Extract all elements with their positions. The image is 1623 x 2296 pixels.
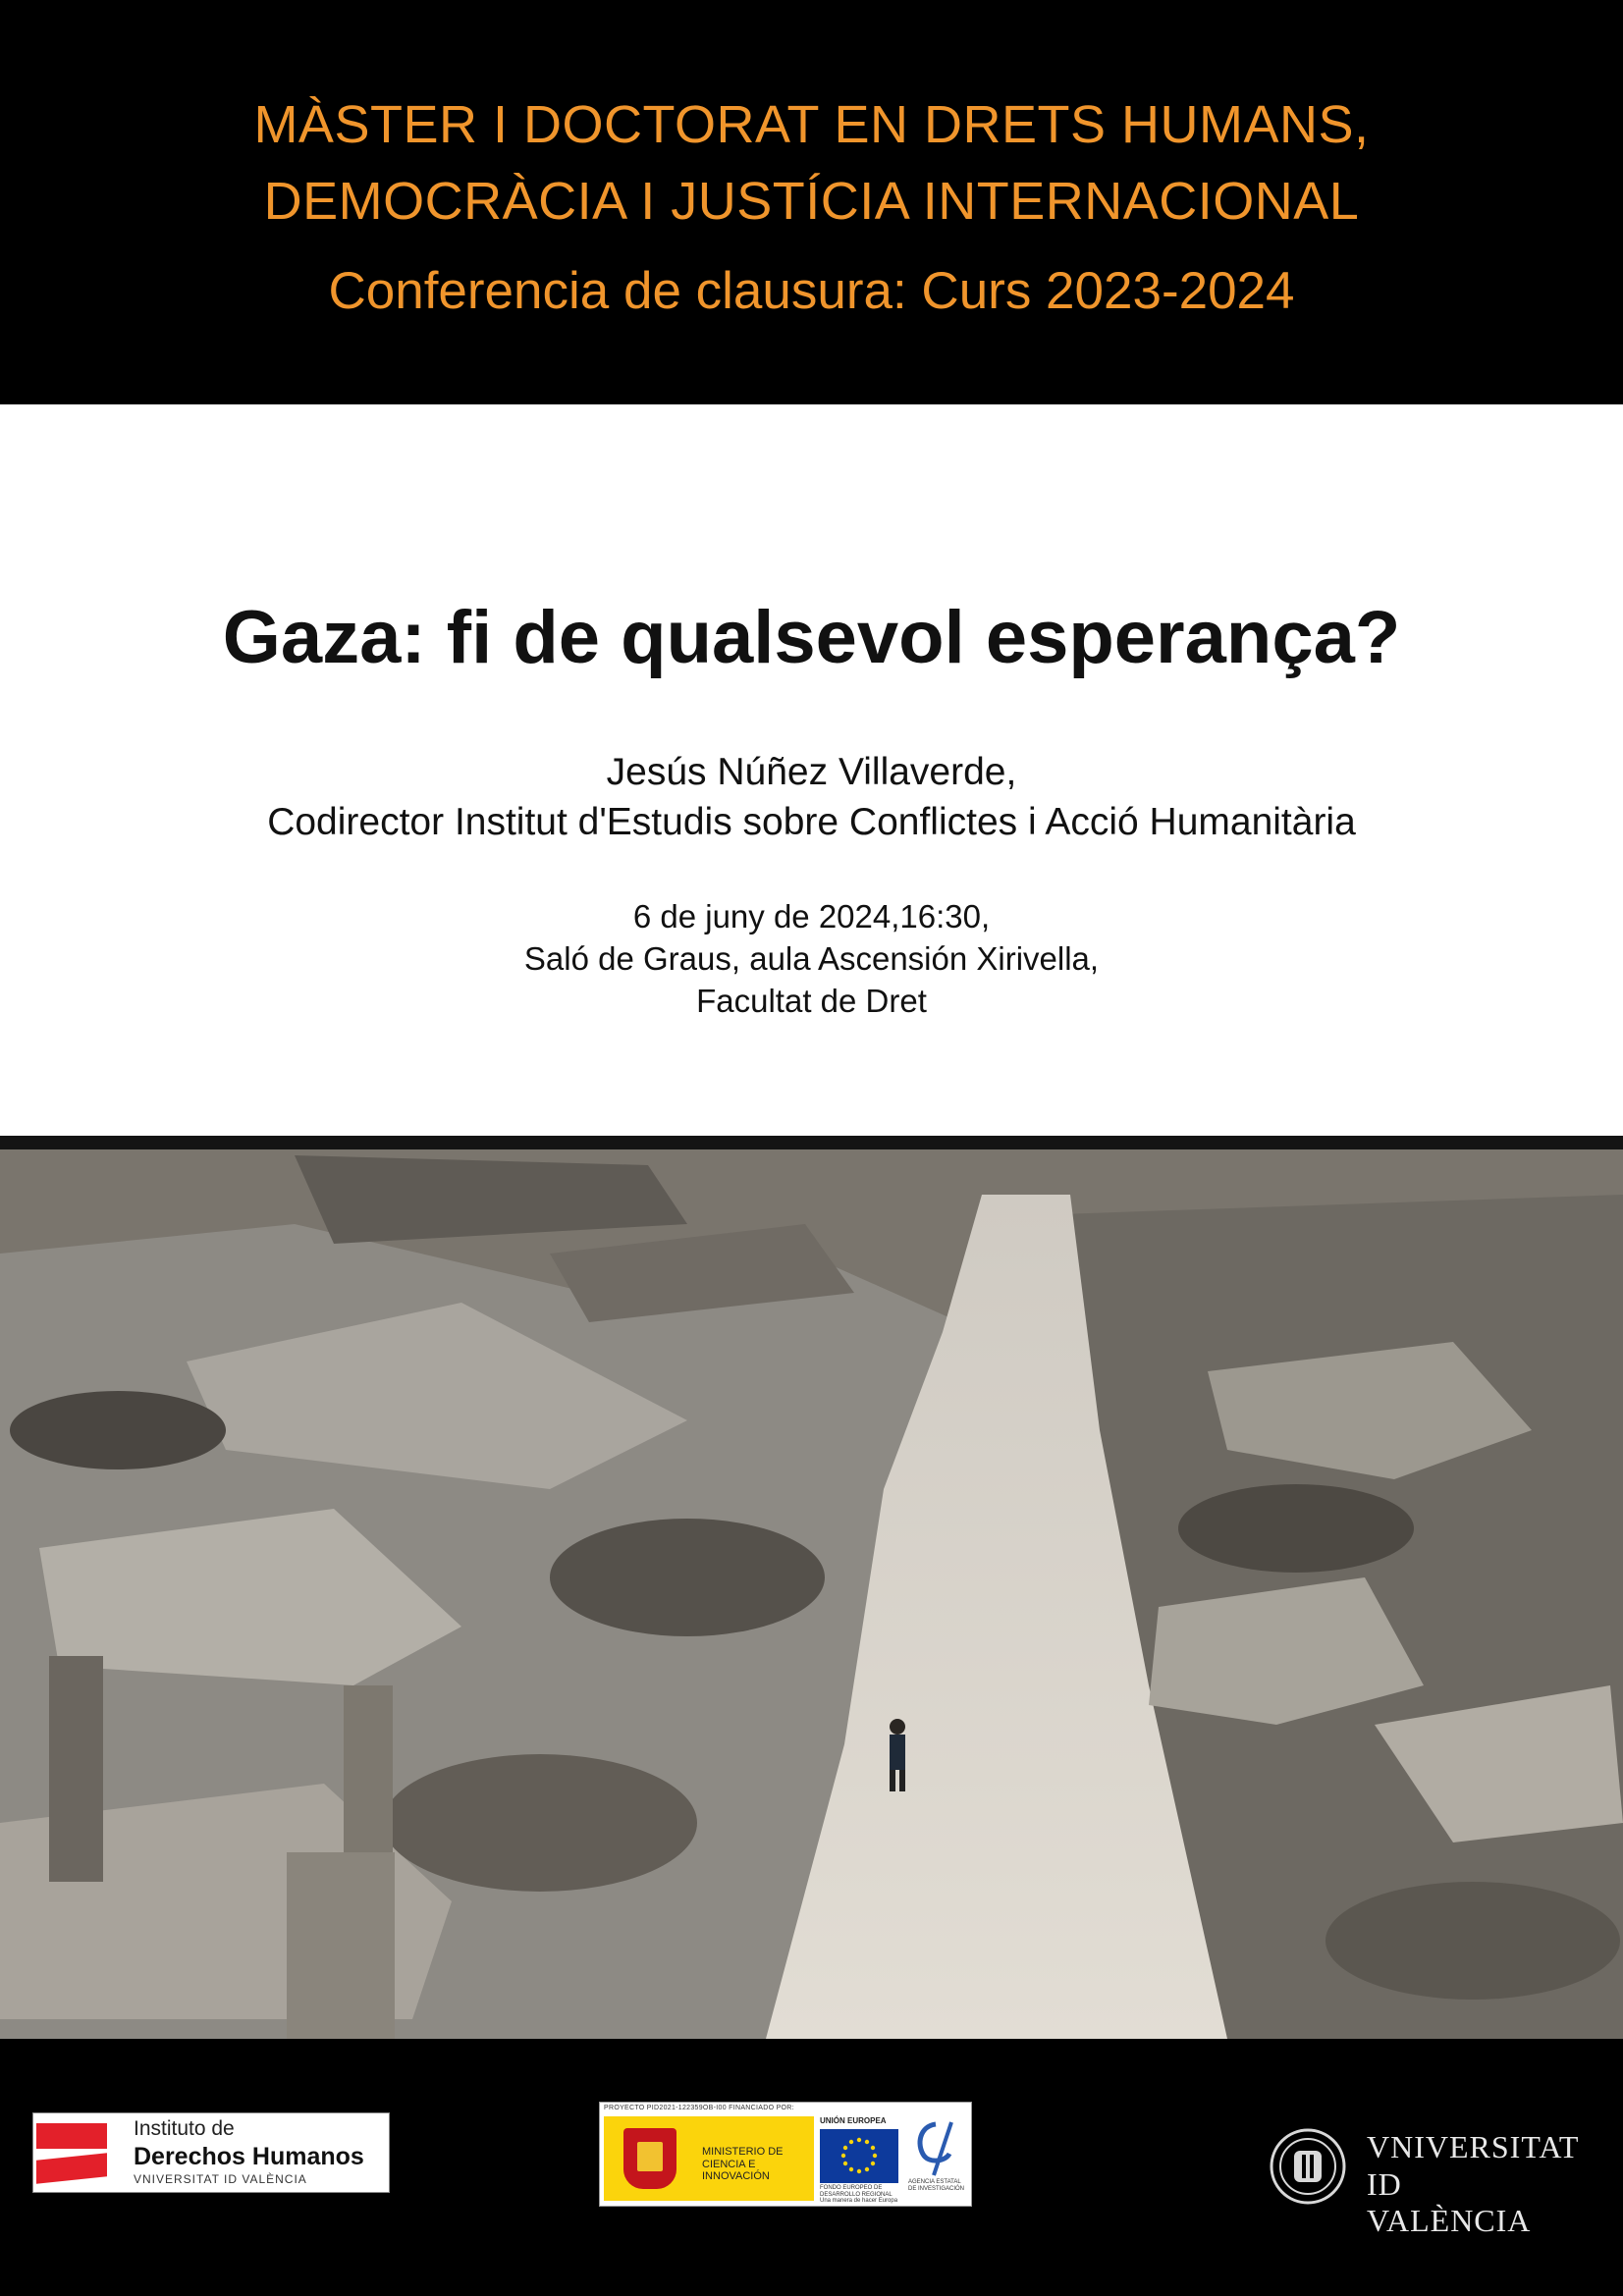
idh-red-bar-icon [36, 2153, 107, 2184]
ministry-name: MINISTERIO DE CIENCIA E INNOVACIÓN [702, 2146, 784, 2183]
header-band [0, 0, 1623, 404]
eu-fund: FONDO EUROPEO DE DESARROLLO REGIONAL [820, 2185, 893, 2198]
funding-logos [599, 2102, 972, 2207]
footer-band [0, 2039, 1623, 2296]
speaker-role: Codirector Institut d'Estudis sobre Conflictes i Acció Humanitària [267, 801, 1356, 843]
university-seal-icon [1269, 2127, 1347, 2206]
agency-name: AGENCIA ESTATAL DE INVESTIGACIÓN [908, 2179, 965, 2192]
eu-flag-icon [820, 2129, 898, 2183]
project-note: PROYECTO PID2021-122359OB-I00 FINANCIADO POR: [604, 2105, 794, 2111]
spain-coat-of-arms-icon [623, 2128, 676, 2189]
program-title-line-2: DEMOCRÀCIA I JUSTÍCIA INTERNACIONAL [263, 172, 1360, 231]
conference-subtitle: Conferencia de clausura: Curs 2023-2024 [328, 262, 1295, 320]
idh-line-2: Derechos Humanos [134, 2143, 364, 2170]
idh-line-1: Instituto de [134, 2117, 235, 2140]
idh-logo [32, 2112, 390, 2193]
uv-logo [1265, 2127, 1580, 2238]
talk-title: Gaza: fi de qualsevol esperança? [222, 596, 1401, 679]
rubble-photo [0, 1136, 1623, 2039]
speaker-name: Jesús Núñez Villaverde, [606, 751, 1017, 793]
eu-motto: Una manera de hacer Europa [820, 2198, 898, 2205]
program-title-line-1: MÀSTER I DOCTORAT EN DRETS HUMANS, [253, 95, 1370, 154]
eu-label: UNIÓN EUROPEA [820, 2116, 887, 2125]
university-name-line-2: ID VALÈNCIA [1367, 2166, 1532, 2238]
event-room: Saló de Graus, aula Ascensión Xirivella, [523, 940, 1100, 977]
event-datetime: 6 de juny de 2024,16:30, [632, 898, 991, 934]
idh-red-bar-icon [36, 2123, 107, 2149]
eu-fund-text [820, 2185, 902, 2205]
university-name-line-1: VNIVERSITAT [1367, 2129, 1580, 2164]
ministry-logo [604, 2116, 814, 2201]
event-faculty: Facultat de Dret [696, 983, 927, 1019]
idh-line-3: VNIVERSITAT ID VALÈNCIA [134, 2172, 307, 2186]
